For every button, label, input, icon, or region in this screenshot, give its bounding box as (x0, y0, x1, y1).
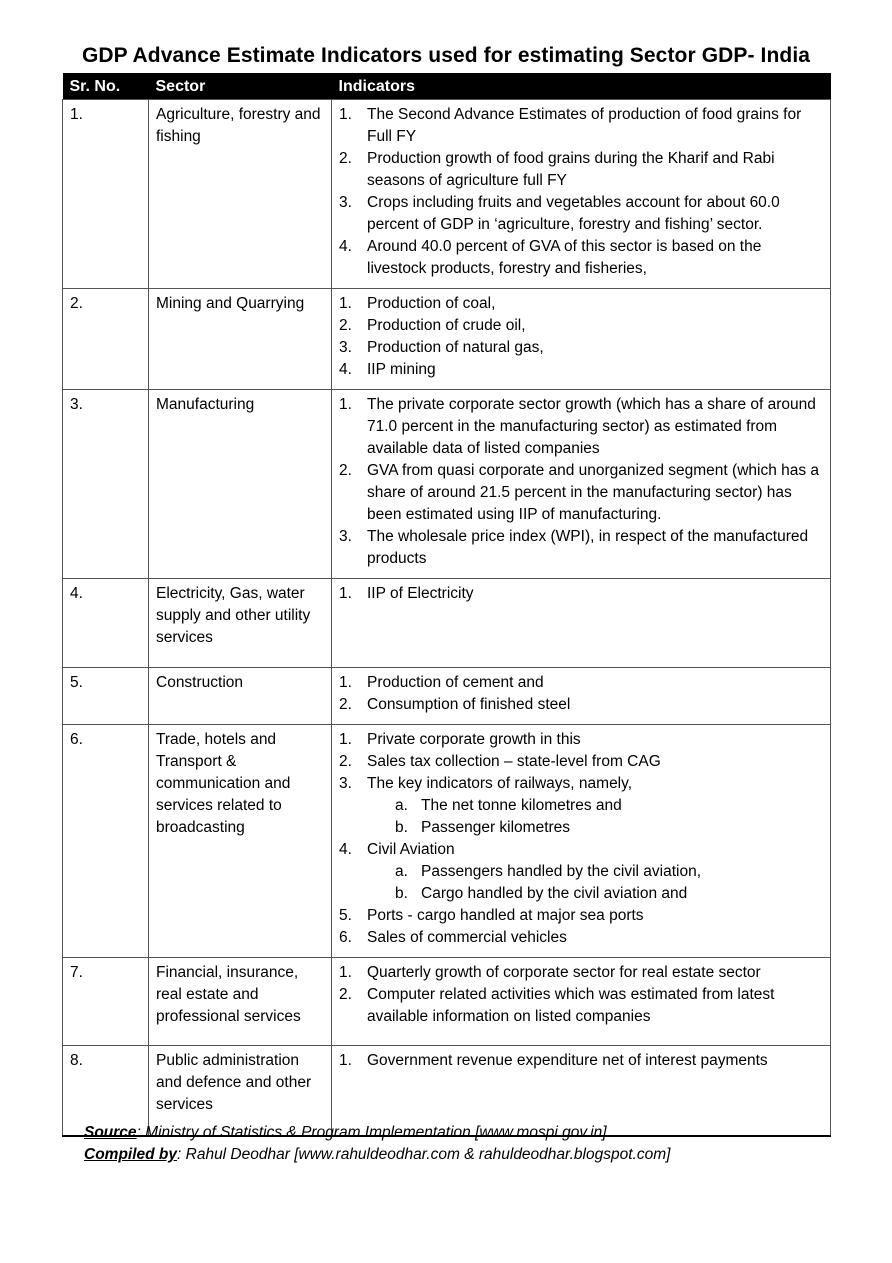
sector-cell: Manufacturing (149, 390, 332, 579)
indicator-text: IIP mining (367, 361, 436, 378)
footer (84, 1122, 670, 1166)
indicator-item (339, 192, 823, 236)
indicator-number: 4. (339, 841, 352, 858)
indicator-item (339, 337, 823, 359)
indicator-item (339, 104, 823, 148)
indicator-number: 1. (339, 731, 352, 748)
indicator-item (339, 359, 823, 381)
compiled-by-line (84, 1144, 670, 1166)
indicator-number: 3. (339, 339, 352, 356)
indicator-number: 1. (339, 964, 352, 981)
indicators-table (62, 73, 831, 1137)
srno-cell: 4. (63, 579, 149, 668)
page-title: GDP Advance Estimate Indicators used for estimating Sector GDP- India (81, 44, 811, 67)
indicator-text: The private corporate sector growth (which has a share of around 71.0 percent in the manufacturing sector) as estimated from available data of listed companies (367, 396, 816, 457)
indicator-text: Consumption of finished steel (367, 696, 571, 713)
indicator-text: GVA from quasi corporate and unorganized segment (which has a share of around 21.5 percent in the manufacturing sector) has been estimated using IIP of manufacturing. (367, 462, 820, 523)
table-row (63, 958, 831, 1046)
indicator-text: Quarterly growth of corporate sector for real estate sector (367, 964, 761, 981)
indicator-item (339, 962, 823, 984)
srno-cell: 6. (63, 725, 149, 958)
srno-cell: 1. (63, 100, 149, 289)
indicator-item (339, 236, 823, 280)
indicators-cell (332, 100, 831, 289)
srno-cell: 8. (63, 1046, 149, 1136)
indicator-item (339, 526, 823, 570)
indicator-number: 6. (339, 929, 352, 946)
indicators-cell (332, 390, 831, 579)
table-row (63, 289, 831, 390)
indicator-number: 4. (339, 361, 352, 378)
indicator-text: Crops including fruits and vegetables account for about 60.0 percent of GDP in ‘agriculture, forestry and fishing’ sector. (367, 194, 780, 233)
indicator-item (339, 394, 823, 460)
sector-cell: Construction (149, 668, 332, 725)
indicator-list (339, 962, 823, 1028)
sub-indicator-letter: b. (395, 885, 408, 902)
indicator-text: Sales of commercial vehicles (367, 929, 567, 946)
indicator-text: Around 40.0 percent of GVA of this sector is based on the livestock products, forestry and fisheries, (367, 238, 762, 277)
indicator-number: 3. (339, 775, 352, 792)
sub-indicator-letter: a. (395, 797, 408, 814)
indicator-item (339, 1050, 823, 1072)
indicator-text: Production growth of food grains during the Kharif and Rabi seasons of agriculture full FY (367, 150, 775, 189)
srno-cell: 7. (63, 958, 149, 1046)
column-header-indicators: Indicators (332, 73, 831, 100)
sub-indicator-list (367, 795, 823, 839)
indicator-text: IIP of Electricity (367, 585, 474, 602)
indicator-item (339, 984, 823, 1028)
sector-cell: Agriculture, forestry and fishing (149, 100, 332, 289)
compiled-by-label: Compiled by (84, 1146, 178, 1163)
sub-indicator-text: Passengers handled by the civil aviation, (421, 863, 702, 880)
indicator-text: Production of natural gas, (367, 339, 544, 356)
indicator-text: Government revenue expenditure net of interest payments (367, 1052, 768, 1069)
source-label: Source (84, 1124, 137, 1141)
source-line (84, 1122, 670, 1144)
indicator-number: 3. (339, 528, 352, 545)
table-header-row (63, 73, 831, 100)
indicator-number: 2. (339, 317, 352, 334)
indicator-item (339, 773, 823, 839)
indicator-text: Private corporate growth in this (367, 731, 581, 748)
indicator-text: Civil Aviation (367, 841, 455, 858)
indicator-item (339, 729, 823, 751)
indicator-number: 1. (339, 106, 352, 123)
source-text: : Ministry of Statistics & Program Implementation [www.mospi.gov.in] (136, 1124, 607, 1141)
compiled-by-text: : Rahul Deodhar [www.rahuldeodhar.com & rahuldeodhar.blogspot.com] (177, 1146, 671, 1163)
sub-indicator-letter: b. (395, 819, 408, 836)
indicator-number: 5. (339, 907, 352, 924)
indicator-number: 1. (339, 295, 352, 312)
indicator-list (339, 583, 823, 605)
indicator-item (339, 148, 823, 192)
sector-cell: Electricity, Gas, water supply and other utility services (149, 579, 332, 668)
sub-indicator-text: The net tonne kilometres and (421, 797, 622, 814)
indicator-number: 2. (339, 696, 352, 713)
sub-indicator-item (367, 861, 823, 883)
indicator-list (339, 672, 823, 716)
table-row (63, 579, 831, 668)
indicator-list (339, 394, 823, 570)
indicator-text: Production of cement and (367, 674, 544, 691)
srno-cell: 3. (63, 390, 149, 579)
indicators-cell (332, 579, 831, 668)
indicator-item (339, 905, 823, 927)
indicator-item (339, 839, 823, 905)
indicator-item (339, 315, 823, 337)
indicator-number: 1. (339, 585, 352, 602)
table-row (63, 100, 831, 289)
indicator-number: 1. (339, 674, 352, 691)
sector-cell: Trade, hotels and Transport & communication and services related to broadcasting (149, 725, 332, 958)
indicator-text: Computer related activities which was estimated from latest available information on listed companies (367, 986, 775, 1025)
sub-indicator-item (367, 817, 823, 839)
column-header-sector: Sector (149, 73, 332, 100)
indicators-cell (332, 668, 831, 725)
sector-cell: Public administration and defence and other services (149, 1046, 332, 1136)
sub-indicator-item (367, 795, 823, 817)
srno-cell: 2. (63, 289, 149, 390)
indicator-item (339, 293, 823, 315)
indicator-number: 3. (339, 194, 352, 211)
indicators-cell (332, 289, 831, 390)
column-header-srno: Sr. No. (63, 73, 149, 100)
sector-cell: Mining and Quarrying (149, 289, 332, 390)
indicator-item (339, 694, 823, 716)
indicator-text: Production of coal, (367, 295, 496, 312)
indicator-number: 2. (339, 753, 352, 770)
table-row (63, 725, 831, 958)
sub-indicator-letter: a. (395, 863, 408, 880)
indicator-text: The Second Advance Estimates of production of food grains for Full FY (367, 106, 802, 145)
table-row (63, 390, 831, 579)
indicator-item (339, 672, 823, 694)
indicators-cell (332, 958, 831, 1046)
sector-cell: Financial, insurance, real estate and professional services (149, 958, 332, 1046)
indicator-number: 1. (339, 396, 352, 413)
indicators-cell (332, 725, 831, 958)
sub-indicator-text: Passenger kilometres (421, 819, 571, 836)
indicator-number: 4. (339, 238, 352, 255)
indicator-item (339, 460, 823, 526)
indicator-item (339, 927, 823, 949)
indicator-text: Sales tax collection – state-level from CAG (367, 753, 661, 770)
indicator-number: 1. (339, 1052, 352, 1069)
sub-indicator-list (367, 861, 823, 905)
indicator-item (339, 751, 823, 773)
table-row (63, 668, 831, 725)
sub-indicator-text: Cargo handled by the civil aviation and (421, 885, 688, 902)
indicator-number: 2. (339, 986, 352, 1003)
indicator-list (339, 729, 823, 949)
indicator-text: The wholesale price index (WPI), in respect of the manufactured products (367, 528, 809, 567)
srno-cell: 5. (63, 668, 149, 725)
indicator-text: The key indicators of railways, namely, (367, 775, 633, 792)
indicator-list (339, 293, 823, 381)
indicator-text: Ports - cargo handled at major sea ports (367, 907, 644, 924)
indicator-item (339, 583, 823, 605)
table-body (63, 100, 831, 1136)
indicator-list (339, 104, 823, 280)
indicator-list (339, 1050, 823, 1072)
indicator-text: Production of crude oil, (367, 317, 526, 334)
indicator-number: 2. (339, 462, 352, 479)
sub-indicator-item (367, 883, 823, 905)
indicator-number: 2. (339, 150, 352, 167)
